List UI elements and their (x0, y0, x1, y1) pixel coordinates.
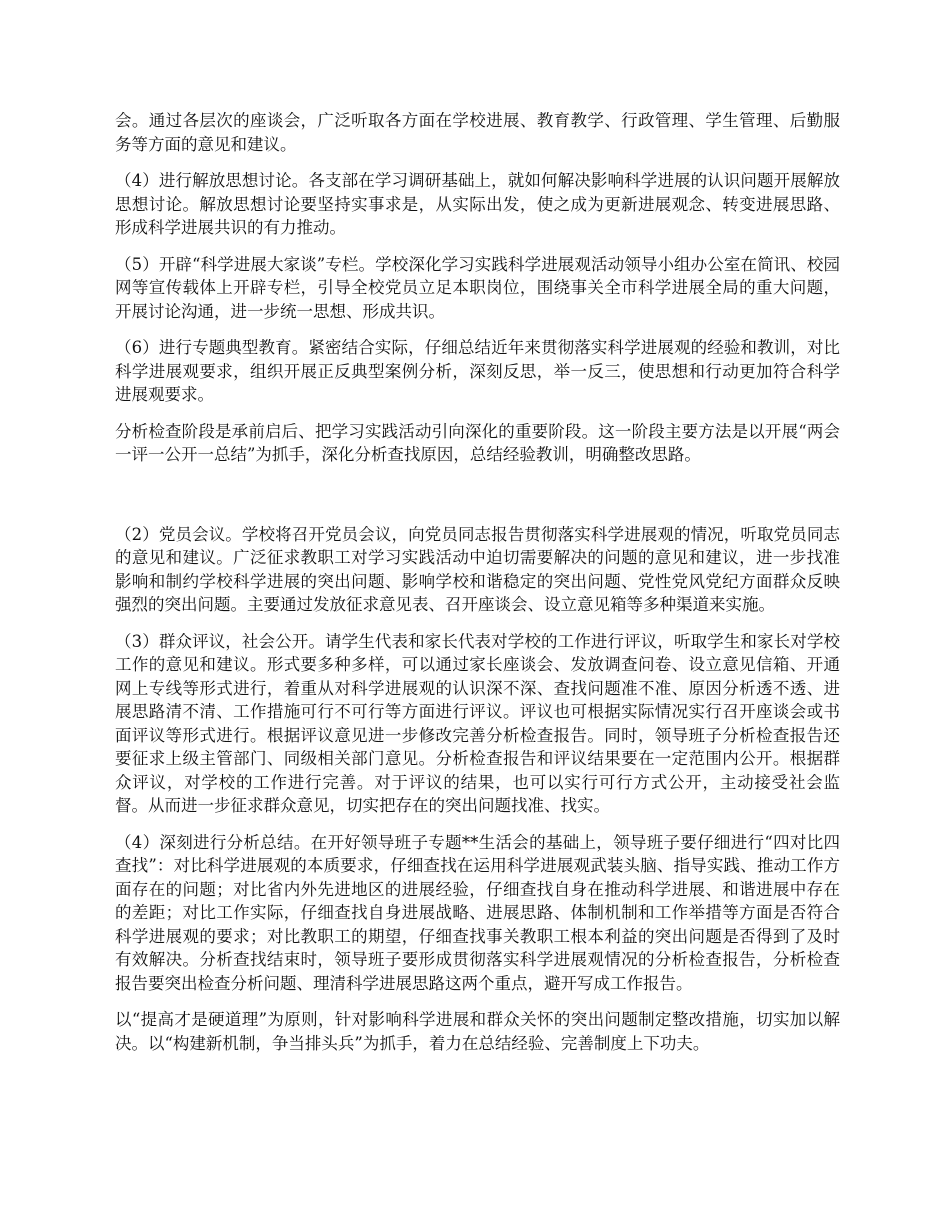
section-gap (115, 480, 840, 523)
paragraph-item-4-summary: （4）深刻进行分析总结。在开好领导班子专题**生活会的基础上，领导班子要仔细进行“四对比四查找”：对比科学进展观的本质要求，仔细查找在运用科学进展观武装头脑、指导实践、推动工作方面存在的问题；对比省内外先进地区的进展经验，仔细查找自身在推动科学进展、和谐进展中存在的差距；对比工作实际，仔细查找自身进展战略、进展思路、体制机制和工作举措等方面是否符合科学进展观的要求；对比教职工的期望，仔细查找事关教职工根本利益的突出问题是否得到了及时有效解决。分析查找结束时，领导班子要形成贯彻落实科学进展观情况的分析检查报告，分析检查报告要突出检查分析问题、理清科学进展思路这两个重点，避开写成工作报告。 (115, 832, 840, 993)
paragraph-item-3-public-review: （3）群众评议，社会公开。请学生代表和家长代表对学校的工作进行评议，听取学生和家长对学校工作的意见和建议。形式要多种多样，可以通过家长座谈会、发放调查问卷、设立意见信箱、开通网上专线等形式进行，着重从对科学进展观的认识深不深、查找问题准不准、原因分析透不透、进展思路清不清、工作措施可行不可行等方面进行评议。评议也可根据实际情况实行召开座谈会或书面评议等形式进行。根据评议意见进一步修改完善分析检查报告。同时，领导班子分析检查报告还要征求上级主管部门、同级相关部门意见。分析检查报告和评议结果要在一定范围内公开。根据群众评议，对学校的工作进行完善。对于评议的结果，也可以实行可行方式公开，主动接受社会监督。从而进一步征求群众意见，切实把存在的突出问题找准、找实。 (115, 631, 840, 815)
paragraph-item-5-column: （5）开辟“科学进展大家谈”专栏。学校深化学习实践科学进展观活动领导小组办公室在简讯、校园网等宣传载体上开辟专栏，引导全校党员立足本职岗位，围绕事关全市科学进展全局的重大问题，开展讨论沟通，进一步统一思想、形成共识。 (115, 254, 840, 321)
paragraph-rectification: 以“提高才是硬道理”为原则，针对影响科学进展和群众关怀的突出问题制定整改措施，切实加以解决。以“构建新机制，争当排头兵”为抓手，着力在总结经验、完善制度上下功夫。 (115, 1010, 840, 1053)
paragraph-analysis-stage: 分析检查阶段是承前启后、把学习实践活动引向深化的重要阶段。这一阶段主要方法是以开展“两会一评一公开一总结”为抓手，深化分析查找原因，总结经验教训，明确整改思路。 (115, 421, 840, 464)
paragraph-seminar-continuation: 会。通过各层次的座谈会，广泛听取各方面在学校进展、教育教学、行政管理、学生管理、后勤服务等方面的意见和建议。 (115, 111, 840, 154)
paragraph-item-6-education: （6）进行专题典型教育。紧密结合实际，仔细总结近年来贯彻落实科学进展观的经验和教训，对比科学进展观要求，组织开展正反典型案例分析，深刻反思，举一反三，使思想和行动更加符合科学进展观要求。 (115, 338, 840, 404)
paragraph-item-2-party-meeting: （2）党员会议。学校将召开党员会议，向党员同志报告贯彻落实科学进展观的情况，听取党员同志的意见和建议。广泛征求教职工对学习实践活动中迫切需要解决的问题的意见和建议，进一步找准影响和制约学校科学进展的突出问题、影响学校和谐稳定的突出问题、党性党风党纪方面群众反映强烈的突出问题。主要通过发放征求意见表、召开座谈会、设立意见箱等多种渠道来实施。 (115, 524, 840, 614)
paragraph-item-4-discussion: （4）进行解放思想讨论。各支部在学习调研基础上，就如何解决影响科学进展的认识问题开展解放思想讨论。解放思想讨论要坚持实事求是，从实际出发，使之成为更新进展观念、转变进展思路、形成科学进展共识的有力推动。 (115, 171, 840, 237)
document-body (115, 109, 840, 1068)
